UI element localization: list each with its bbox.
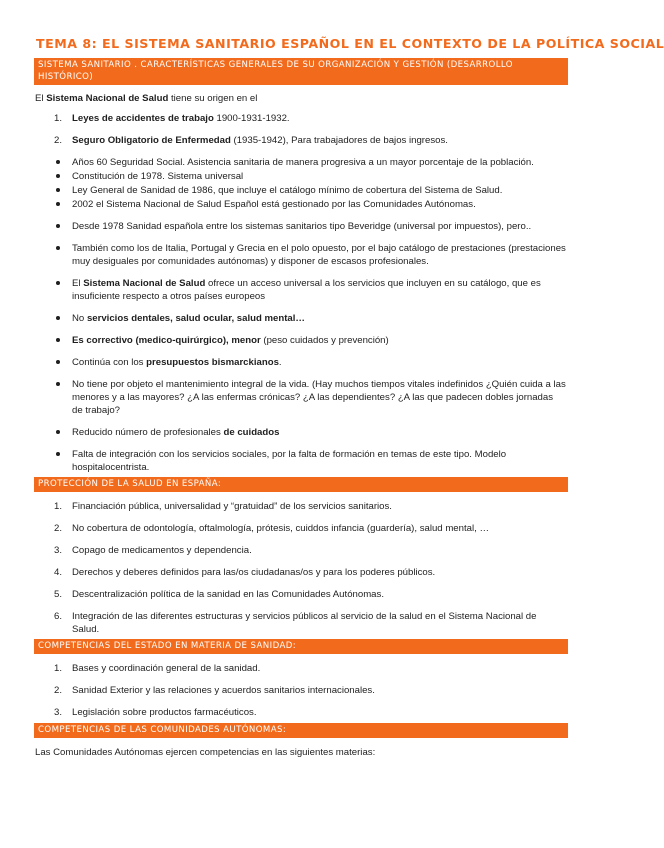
bullet-icon	[56, 338, 60, 342]
section-heading-competencias-estado: COMPETENCIAS DEL ESTADO EN MATERIA DE SANIDAD:	[34, 639, 568, 654]
section-heading-sistema-sanitario: SISTEMA SANITARIO . CARACTERÍSTICAS GENERALES DE SU ORGANIZACIÓN Y GESTIÓN (DESARROLLO HISTÓRICO)	[34, 58, 568, 85]
list-item: 1. Bases y coordinación general de la sanidad.	[54, 663, 261, 674]
list-item: El Sistema Nacional de Salud ofrece un acceso universal a los servicios que incluyen en su catálogo, que es insuficiente respecto a otros países europeos	[34, 277, 568, 303]
list-item: No tiene por objeto el mantenimiento integral de la vida. (Hay muchos tiempos vitales indefinidos ¿Quién cuida a las menores y a las mayores? ¿A las enfermas crónicas? ¿A las dependientes? ¿A las que padecen dobles jornadas de trabajo?	[34, 378, 568, 417]
list-item: Reducido número de profesionales de cuidados	[34, 426, 568, 439]
list-item: Desde 1978 Sanidad española entre los sistemas sanitarios tipo Beveridge (universal por impuestos), pero..	[34, 220, 568, 233]
list-item: Continúa con los presupuestos bismarckianos.	[34, 356, 568, 369]
section3-numbered-list	[34, 662, 568, 719]
bullet-icon	[56, 452, 60, 456]
bullet-icon	[56, 430, 60, 434]
section2-numbered-list	[34, 500, 568, 636]
list-item: Constitución de 1978. Sistema universal	[34, 170, 568, 183]
bullet-icon	[56, 202, 60, 206]
bullet-icon	[56, 224, 60, 228]
list-item: No servicios dentales, salud ocular, salud mental…	[34, 312, 568, 325]
bullet-icon	[56, 382, 60, 386]
list-item: 2. Sanidad Exterior y las relaciones y acuerdos sanitarios internacionales.	[54, 685, 375, 696]
list-item: 2002 el Sistema Nacional de Salud Español está gestionado por las Comunidades Autónomas.	[34, 198, 568, 211]
section1-bullet-list	[34, 156, 568, 474]
list-item: 4. Derechos y deberes definidos para las/os ciudadanas/os y para los poderes públicos.	[54, 567, 436, 578]
list-item: 2. No cobertura de odontología, oftalmología, prótesis, cuiddos infancia (guardería), salud mental, …	[54, 523, 490, 534]
bullet-icon	[56, 246, 60, 250]
list-item: 3. Legislación sobre productos farmacéuticos.	[54, 707, 257, 718]
bullet-icon	[56, 360, 60, 364]
list-item: Ley General de Sanidad de 1986, que incluye el catálogo mínimo de cobertura del Sistema de Salud.	[34, 184, 568, 197]
section1-intro: El Sistema Nacional de Salud tiene su origen en el	[35, 93, 258, 104]
list-item: 1. Financiación pública, universalidad y “gratuidad” de los servicios sanitarios.	[54, 501, 392, 512]
section1-numbered-list	[34, 112, 568, 147]
list-item: 5. Descentralización política de la sanidad en las Comunidades Autónomas.	[54, 589, 384, 600]
bullet-icon	[56, 174, 60, 178]
section4-intro: Las Comunidades Autónomas ejercen competencias en las siguientes materias:	[35, 747, 376, 758]
document-page	[34, 36, 664, 759]
list-item: 1. Leyes de accidentes de trabajo 1900-1931-1932.	[54, 113, 290, 124]
document-title: TEMA 8: EL SISTEMA SANITARIO ESPAÑOL EN EL CONTEXTO DE LA POLÍTICA SOCIAL	[36, 36, 664, 51]
list-item: También como los de Italia, Portugal y Grecia en el polo opuesto, por el bajo catálogo de prestaciones (prestaciones muy desiguales por comunidades autónomas) y disponer de escasos profesionales.	[34, 242, 568, 268]
bullet-icon	[56, 160, 60, 164]
bullet-icon	[56, 281, 60, 285]
list-item: Es correctivo (medico-quirúrgico), menor (peso cuidados y prevención)	[34, 334, 568, 347]
list-item: 3. Copago de medicamentos y dependencia.	[54, 545, 252, 556]
section-heading-proteccion-salud: PROTECCIÓN DE LA SALUD EN ESPAÑA:	[34, 477, 568, 492]
list-item: 2. Seguro Obligatorio de Enfermedad (1935-1942), Para trabajadores de bajos ingresos.	[54, 135, 448, 146]
bullet-icon	[56, 188, 60, 192]
list-item: 6. Integración de las diferentes estructuras y servicios públicos al servicio de la salud en el Sistema Nacional de Salud.	[54, 611, 537, 635]
list-item: Años 60 Seguridad Social. Asistencia sanitaria de manera progresiva a un mayor porcentaje de la población.	[34, 156, 568, 169]
section-heading-competencias-ccaa: COMPETENCIAS DE LAS COMUNIDADES AUTÓNOMAS:	[34, 723, 568, 738]
bullet-icon	[56, 316, 60, 320]
list-item: Falta de integración con los servicios sociales, por la falta de formación en temas de este tipo. Modelo hospitalocentrista.	[34, 448, 568, 474]
